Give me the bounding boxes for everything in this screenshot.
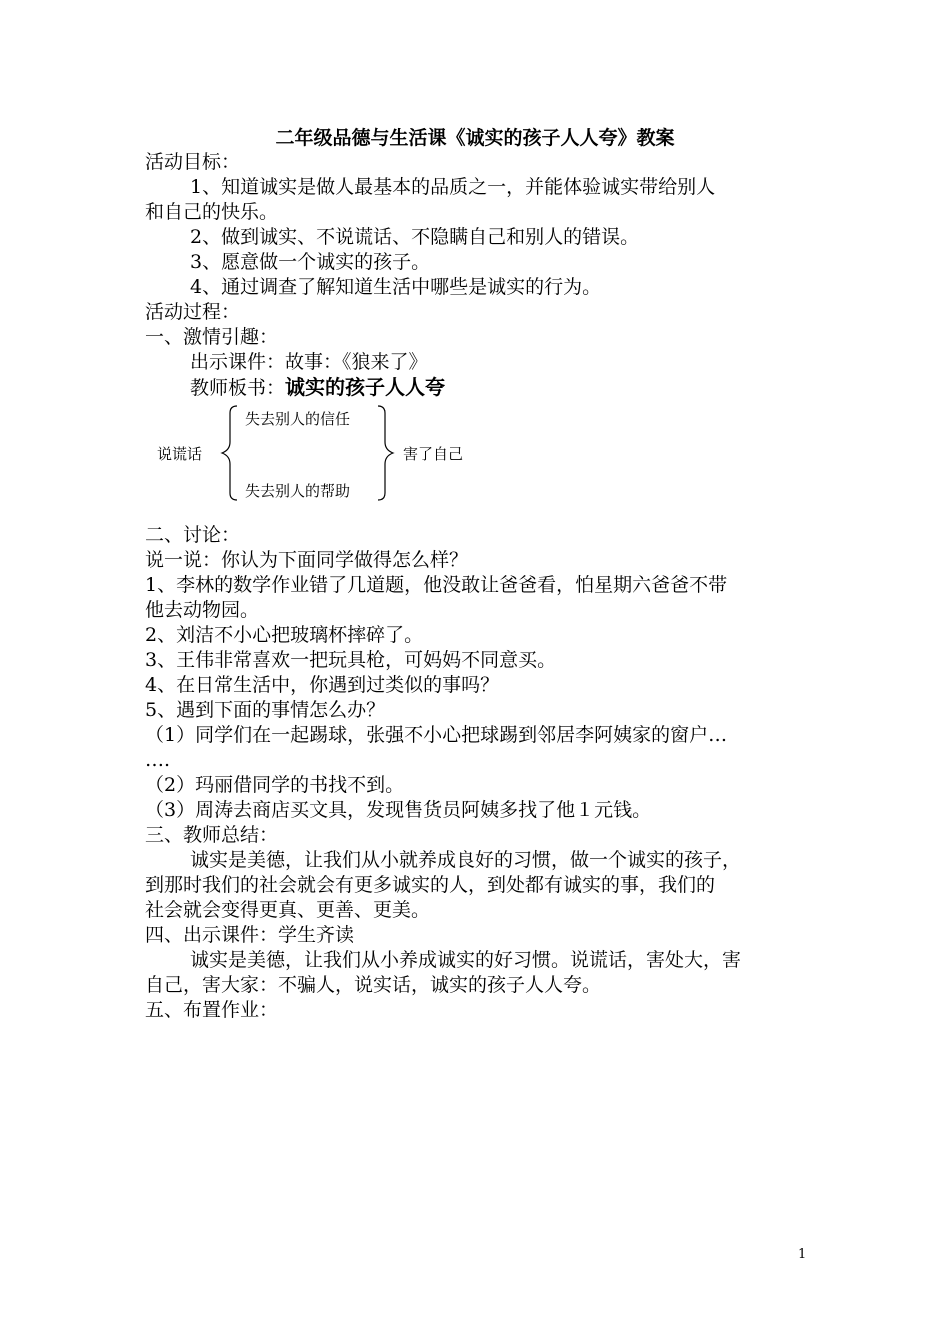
diagram-lose-help-label: 失去别人的帮助 [245,482,351,500]
goal-1-line-2: 和自己的快乐。 [145,201,279,223]
diagram-lying-label: 说谎话 [157,445,203,463]
question-1-line-1: 1、李林的数学作业错了几道题，他没敢让爸爸看，怕星期六爸爸不带 [145,574,728,596]
diagram-hurt-self-label: 害了自己 [403,445,464,463]
reading-line-2: 自己，害大家：不骗人，说实话，诚实的孩子人人夸。 [145,974,602,996]
question-4: 4、在日常生活中，你遇到过类似的事吗？ [145,674,500,696]
reading-heading: 四、出示课件：学生齐读 [145,924,355,946]
question-1-line-2: 他去动物园。 [145,599,260,621]
right-brace-icon [378,406,393,500]
case-2: （2）玛丽借同学的书找不到。 [145,774,405,796]
summary-line-1: 诚实是美德，让我们从小就养成良好的习惯，做一个诚实的孩子， [190,849,742,871]
diagram-lose-trust-label: 失去别人的信任 [245,410,351,428]
homework-heading: 五、布置作业： [145,999,279,1021]
summary-heading: 三、教师总结： [145,824,279,846]
page-number: 1 [798,1247,807,1262]
case-3: （3）周涛去商店买文具，发现售货员阿姨多找了他１元钱。 [145,799,652,821]
discussion-heading: 二、讨论： [145,524,241,546]
case-1-line-1: （1）同学们在一起踢球，张强不小心把球踢到邻居李阿姨家的窗户… [145,724,728,746]
reading-line-1: 诚实是美德，让我们从小养成诚实的好习惯。说谎话，害处大，害 [190,949,742,971]
question-2: 2、刘洁不小心把玻璃杯摔碎了。 [145,624,424,646]
goal-4: 4、通过调查了解知道生活中哪些是诚实的行为。 [190,276,602,298]
lying-consequence-diagram [145,398,505,508]
document-title: 二年级品德与生活课《诚实的孩子人人夸》教案 [275,127,675,149]
goal-3: 3、愿意做一个诚实的孩子。 [190,251,431,273]
goal-2: 2、做到诚实、不说谎话、不隐瞒自己和别人的错误。 [190,226,640,248]
goals-heading: 活动目标： [145,151,241,173]
courseware-line: 出示课件：故事：《狼来了》 [190,351,428,373]
discussion-prompt: 说一说：你认为下面同学做得怎么样？ [145,549,469,571]
section-1-heading: 一、激情引趣： [145,326,279,348]
question-5: 5、遇到下面的事情怎么办？ [145,699,386,721]
board-prefix: 教师板书： [190,377,286,399]
process-heading: 活动过程： [145,301,241,323]
summary-line-3: 社会就会变得更真、更善、更美。 [145,899,431,921]
left-brace-icon [222,406,237,500]
goal-1-line-1: 1、知道诚实是做人最基本的品质之一，并能体验诚实带给别人 [190,176,716,198]
question-3: 3、王伟非常喜欢一把玩具枪，可妈妈不同意买。 [145,649,557,671]
board-text: 诚实的孩子人人夸 [285,375,446,399]
case-1-line-2: …. [145,749,171,771]
board-line [190,375,445,400]
summary-line-2: 到那时我们的社会就会有更多诚实的人，到处都有诚实的事，我们的 [145,874,716,896]
